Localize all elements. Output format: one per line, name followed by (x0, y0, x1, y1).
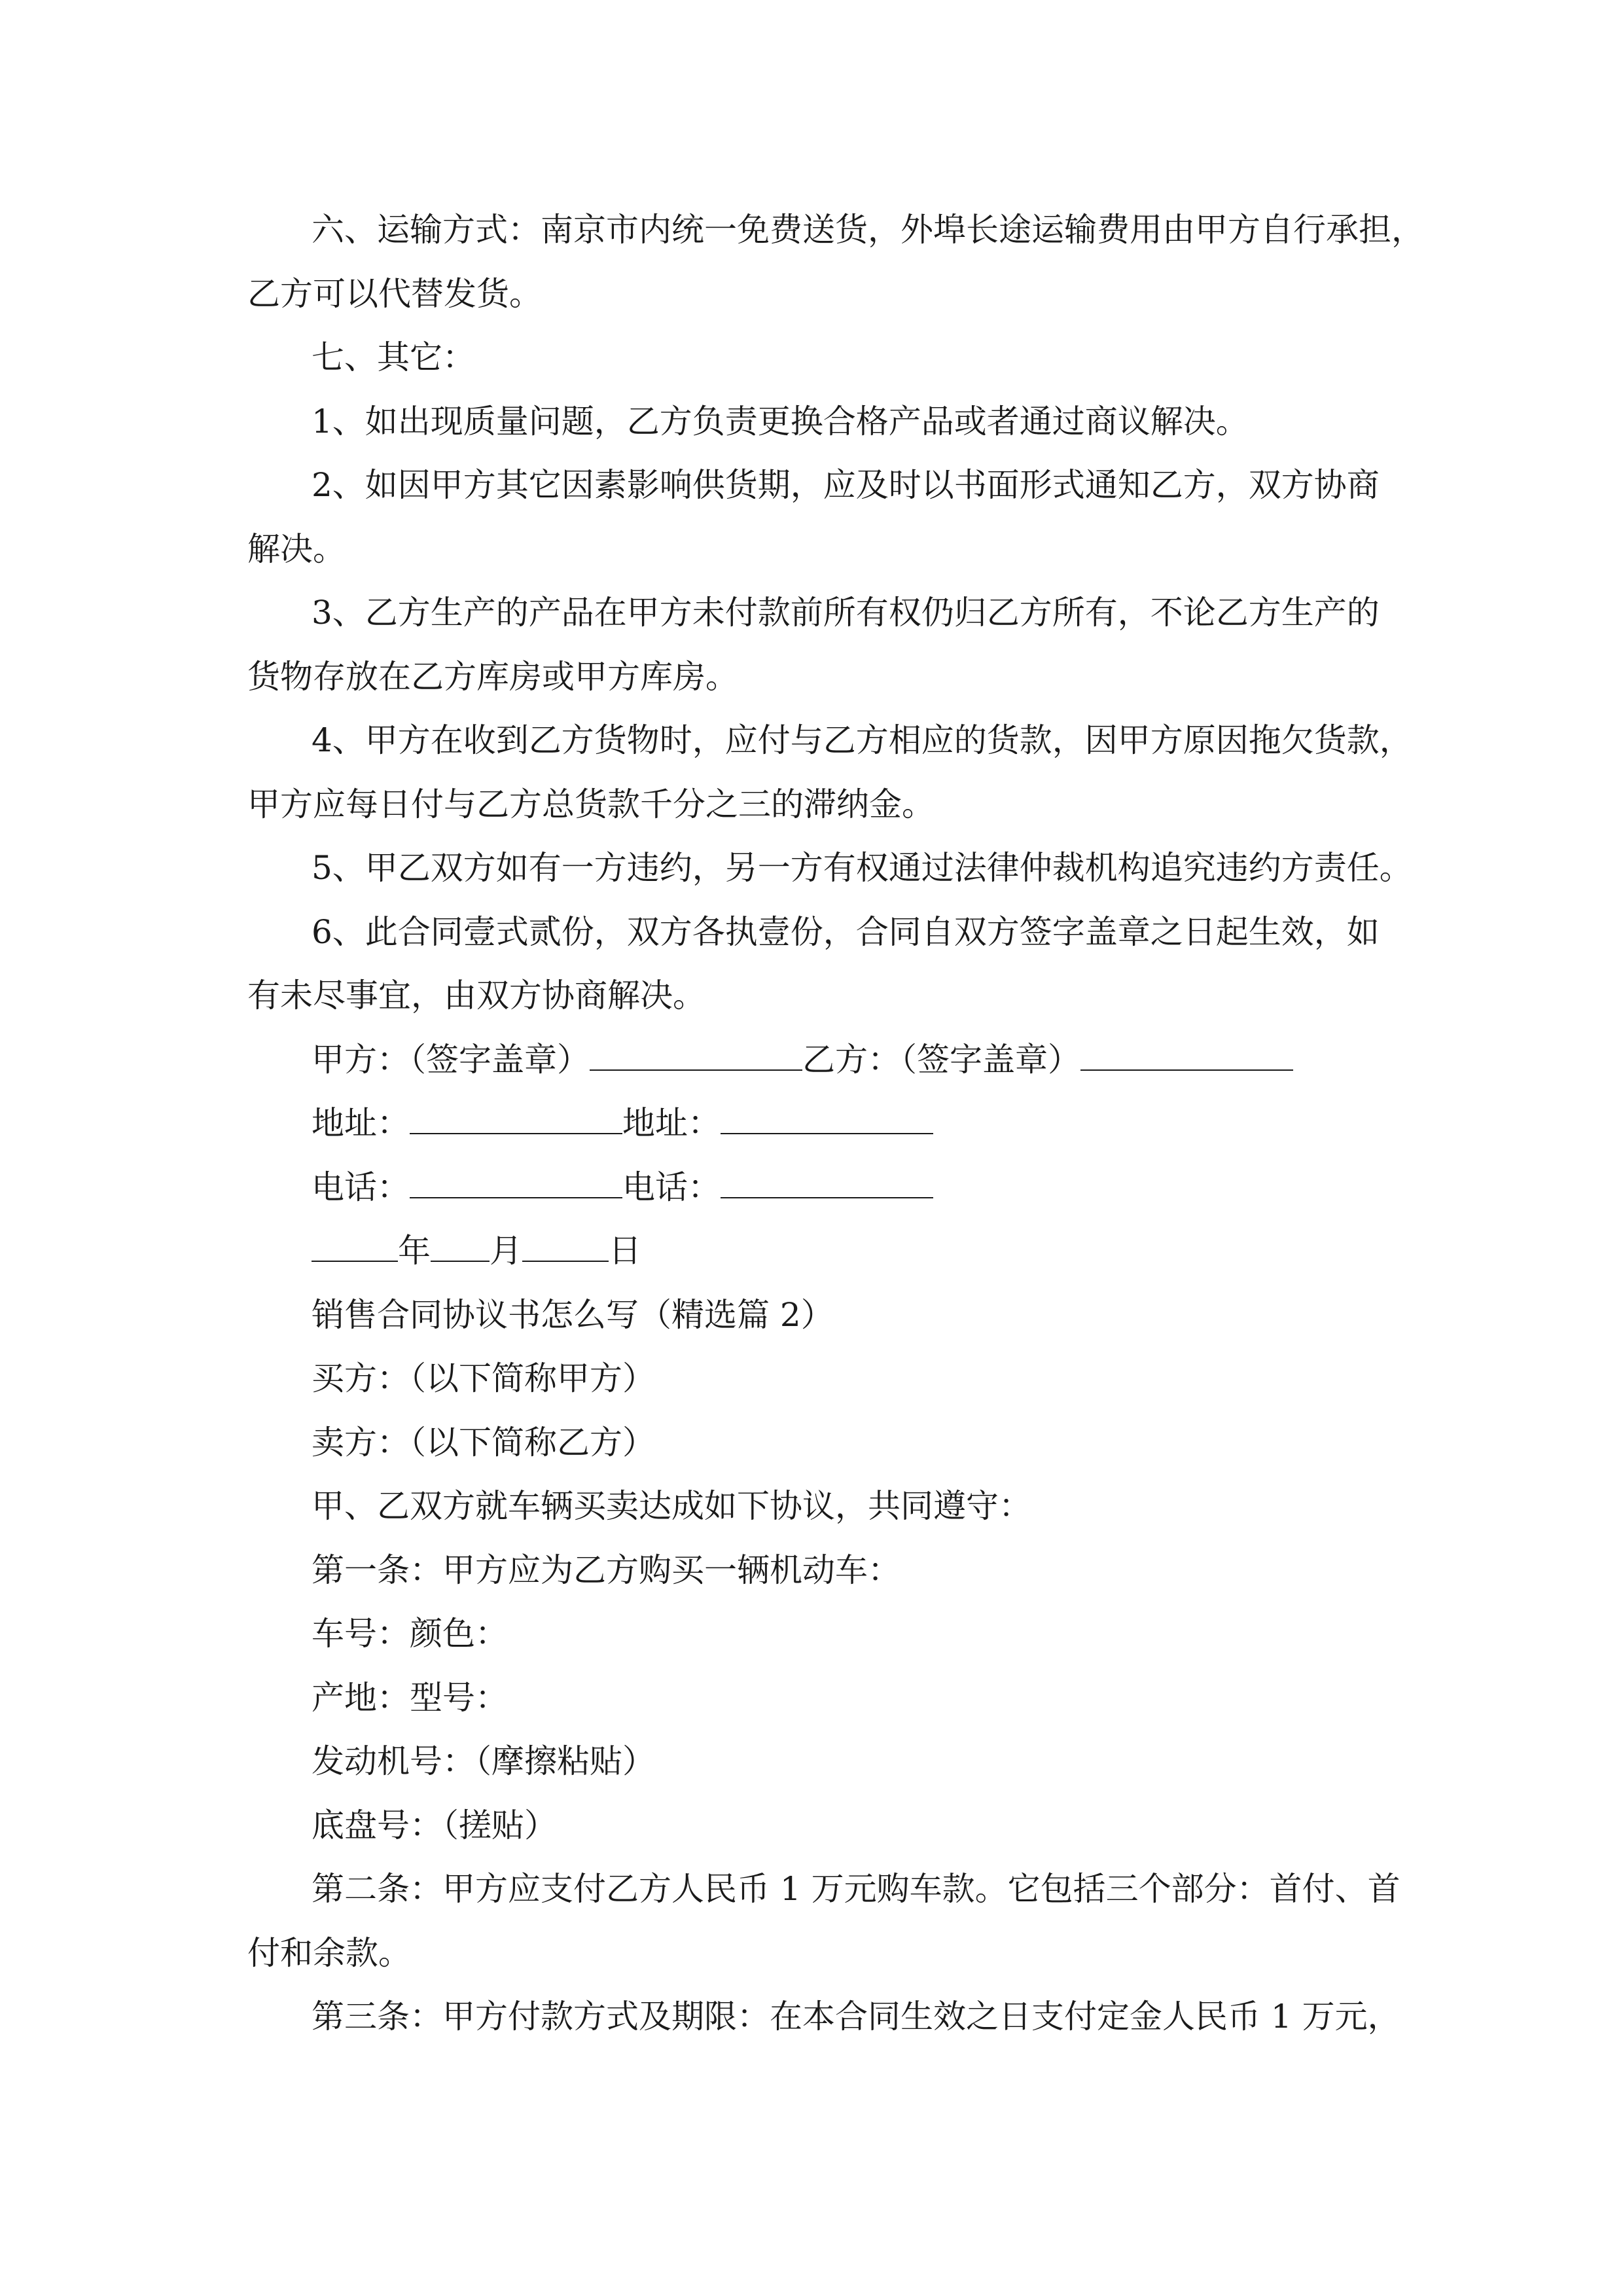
paragraph-line: 产地：型号： (312, 1679, 508, 1717)
paragraph-line: 卖方：（以下简称乙方） (312, 1424, 655, 1462)
paragraph-line: 六、运输方式：南京市内统一免费送货，外埠长途运输费用由甲方自行承担， (312, 211, 1424, 249)
paragraph-line: 车号：颜色： (312, 1615, 508, 1653)
party-b-blank (721, 1107, 933, 1134)
party-a-label: 地址： (312, 1104, 410, 1142)
paragraph-line: 第二条：甲方应支付乙方人民币 1 万元购车款。它包括三个部分：首付、首 (312, 1870, 1400, 1908)
party-b-blank (1080, 1043, 1293, 1071)
paragraph-line: 底盘号：（搓贴） (312, 1806, 557, 1844)
paragraph-line: 销售合同协议书怎么写（精选篇 2） (312, 1296, 834, 1334)
paragraph-line: 5、甲乙双方如有一方违约，另一方有权通过法律仲裁机构追究违约方责任。 (312, 849, 1412, 887)
party-a-blank (410, 1107, 622, 1134)
paragraph-continuation-line: 有未尽事宜，由双方协商解决。 (247, 977, 705, 1014)
paragraph-continuation-line: 解决。 (247, 530, 346, 568)
paragraph-line: 3、乙方生产的产品在甲方未付款前所有权仍归乙方所有，不论乙方生产的 (312, 594, 1380, 632)
party-a-label: 甲方：（签字盖章） (312, 1041, 590, 1079)
year-label: 年 (398, 1232, 431, 1270)
day-label: 日 (609, 1232, 641, 1270)
month-label: 月 (490, 1232, 522, 1270)
paragraph-line: 2、如因甲方其它因素影响供货期，应及时以书面形式通知乙方，双方协商 (312, 466, 1380, 504)
signature-row (312, 1166, 933, 1209)
paragraph-continuation-line: 货物存放在乙方库房或甲方库房。 (247, 658, 738, 696)
month-blank (431, 1234, 490, 1262)
day-blank (522, 1234, 609, 1262)
paragraph-line: 第三条：甲方付款方式及期限：在本合同生效之日支付定金人民币 1 万元， (312, 1998, 1400, 2036)
date-row (312, 1229, 641, 1272)
party-a-blank (410, 1171, 622, 1198)
party-b-blank (721, 1171, 933, 1198)
party-b-label: 电话： (622, 1168, 721, 1206)
paragraph-line: 第一条：甲方应为乙方购买一辆机动车： (312, 1551, 901, 1589)
party-b-label: 乙方：（签字盖章） (802, 1041, 1080, 1079)
party-b-label: 地址： (622, 1104, 721, 1142)
signature-row (312, 1038, 1293, 1081)
paragraph-line: 6、此合同壹式贰份，双方各执壹份，合同自双方签字盖章之日起生效，如 (312, 913, 1380, 951)
paragraph-continuation-line: 乙方可以代替发货。 (247, 275, 542, 313)
paragraph-continuation-line: 付和余款。 (247, 1934, 411, 1972)
paragraph-line: 1、如出现质量问题，乙方负责更换合格产品或者通过商议解决。 (312, 403, 1249, 440)
paragraph-line: 4、甲方在收到乙方货物时，应付与乙方相应的货款，因甲方原因拖欠货款， (312, 721, 1412, 759)
paragraph-line: 七、其它： (312, 338, 475, 376)
paragraph-continuation-line: 甲方应每日付与乙方总货款千分之三的滞纳金。 (247, 785, 935, 823)
signature-row (312, 1102, 933, 1145)
paragraph-line: 买方：（以下简称甲方） (312, 1359, 655, 1397)
party-a-label: 电话： (312, 1168, 410, 1206)
paragraph-line: 甲、乙双方就车辆买卖达成如下协议，共同遵守： (312, 1487, 1031, 1525)
party-a-blank (590, 1043, 802, 1071)
paragraph-line: 发动机号：（摩擦粘贴） (312, 1742, 655, 1780)
year-blank (312, 1234, 398, 1262)
